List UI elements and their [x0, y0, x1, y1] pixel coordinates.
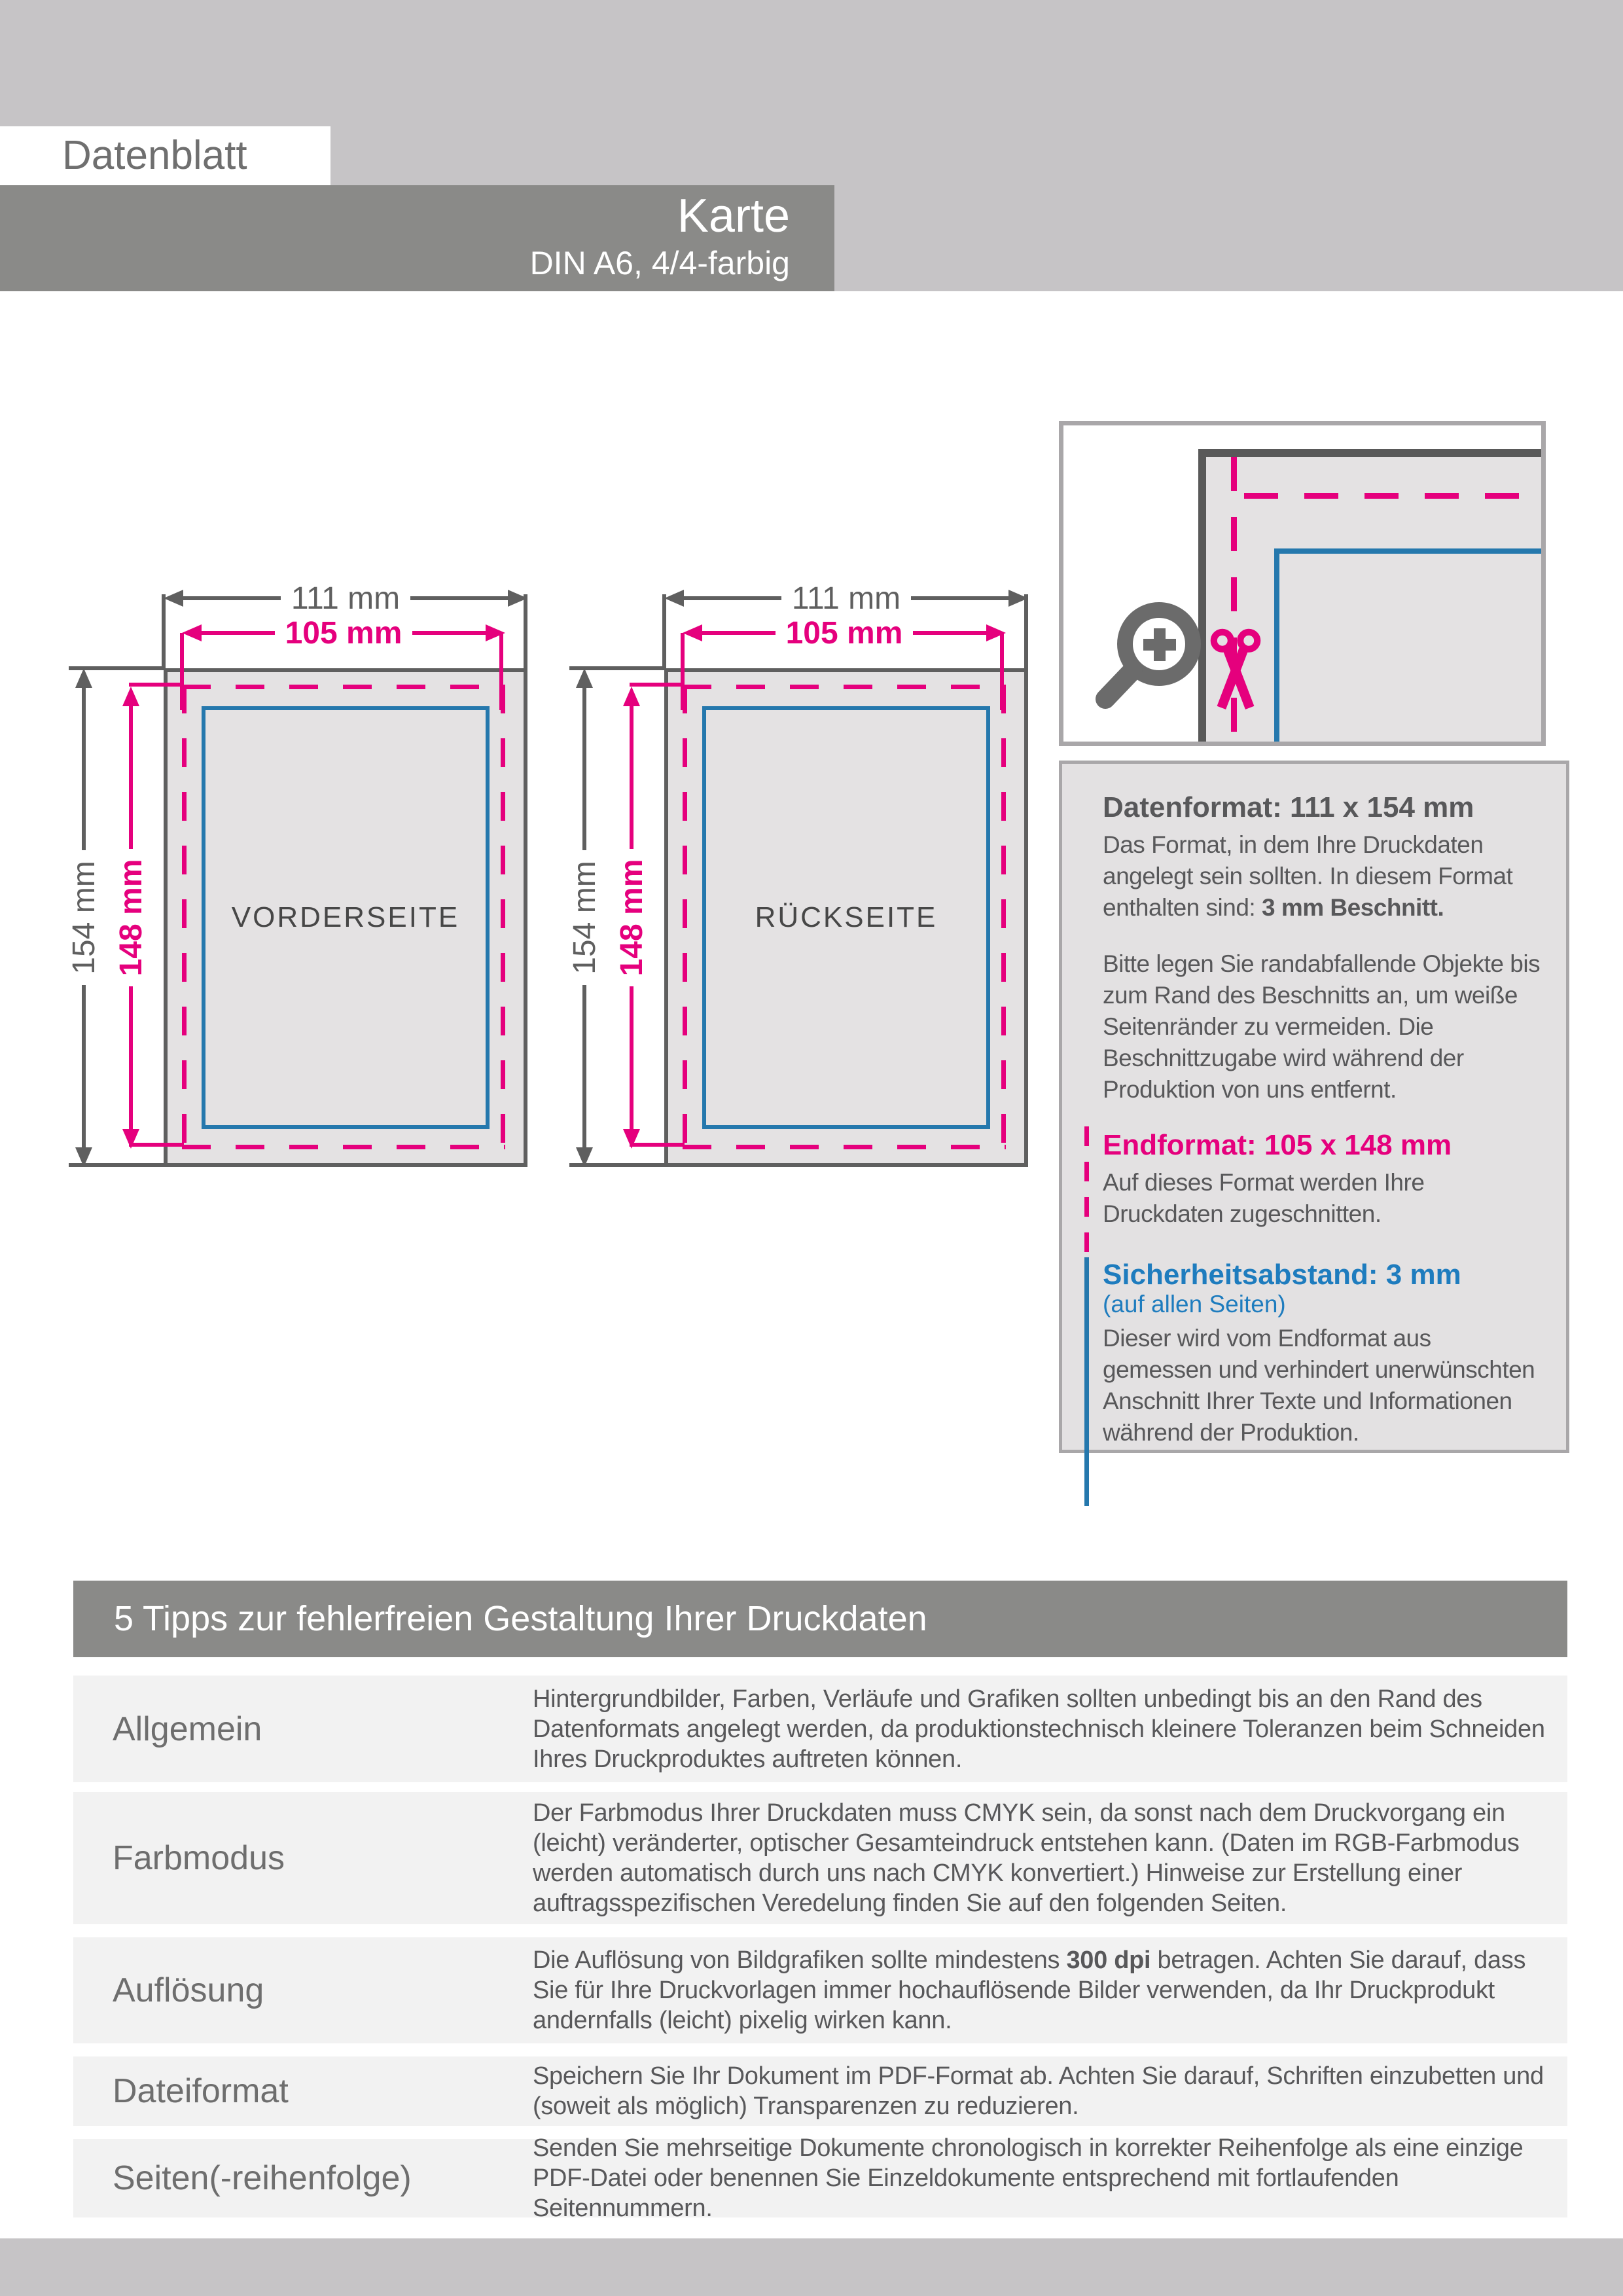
arrow-down-icon — [576, 1147, 593, 1167]
front-card-label: VORDERSEITE — [231, 901, 460, 933]
tip-row-farbmodus — [73, 1792, 1567, 1924]
tip-text: Senden Sie mehrseitige Dokumente chronologisch in korrekter Reihenfolge als eine einzige PDF-Datei oder benennen Sie Einzeldokumente entsprechend mit fortlaufenden Seitennummern. — [533, 2134, 1524, 2222]
arrow-up-icon — [122, 687, 139, 706]
arrow-down-icon — [623, 1129, 640, 1149]
datenblatt-label: Datenblatt — [62, 133, 247, 178]
endformat-dashed-marker — [1084, 1126, 1089, 1264]
safety-solid-marker — [1084, 1257, 1089, 1506]
arrow-right-icon — [986, 624, 1006, 641]
arrow-left-icon — [182, 624, 202, 641]
datenformat-heading: Datenformat: 111 x 154 mm — [1103, 791, 1474, 823]
datenformat-body: Das Format, in dem Ihre Druckdaten angelegt sein sollten. In diesem Format enthalten sind: 3 mm Beschnitt. — [1103, 831, 1513, 921]
magnifier-plus-icon — [1087, 594, 1211, 732]
tip-label: Dateiformat — [113, 2072, 289, 2110]
arrow-right-icon — [486, 624, 505, 641]
front-dim-111mm: 111 mm — [164, 579, 527, 618]
back-dim-105mm: 105 mm — [683, 613, 1006, 653]
product-name: Karte — [677, 190, 790, 242]
product-format: DIN A6, 4/4-farbig — [529, 245, 790, 281]
tip-row-allgemein — [73, 1676, 1567, 1782]
detail-cut-line-horizontal — [1244, 493, 1545, 499]
datenformat-body2: Bitte legen Sie randabfallende Objekte bis zum Rand des Beschnitts an, um weiße Seitenränder zu vermeiden. Die Beschnittzugabe wird während der Produktion von uns entfernt. — [1103, 950, 1541, 1103]
tip-row-seitenreihenfolge — [73, 2134, 1567, 2222]
sicherheitsabstand-subheading: (auf allen Seiten) — [1103, 1291, 1286, 1318]
sicherheitsabstand-body: Dieser wird vom Endformat aus gemessen und verhindert unerwünschten Anschnitt Ihrer Texte und Informationen während der Produktion. — [1103, 1325, 1535, 1446]
arrow-right-icon — [1008, 590, 1028, 607]
tip-text: Hintergrundbilder, Farben, Verläufe und Grafiken sollten unbedingt bis an den Rand des Datenformats angelegt werden, da produktionstechnisch kleinere Toleranzen beim Schneiden Ihres Druckproduktes auftreten können. — [533, 1685, 1545, 1773]
back-dim-148mm: 148 mm — [612, 687, 651, 1149]
back-dim-111mm: 111 mm — [664, 579, 1028, 618]
arrow-left-icon — [664, 590, 684, 607]
front-dim-148mm: 148 mm — [111, 687, 151, 1149]
tip-label: Allgemein — [113, 1710, 262, 1748]
tip-label: Seiten(-reihenfolge) — [113, 2159, 412, 2197]
tip-label: Farbmodus — [113, 1839, 285, 1877]
arrow-up-icon — [576, 668, 593, 688]
front-dim-154mm: 154 mm — [64, 668, 103, 1167]
sicherheitsabstand-heading: Sicherheitsabstand: 3 mm — [1103, 1259, 1461, 1291]
front-dim-105mm: 105 mm — [182, 613, 505, 653]
arrow-left-icon — [164, 590, 183, 607]
arrow-up-icon — [75, 668, 92, 688]
arrow-left-icon — [683, 624, 702, 641]
arrow-up-icon — [623, 687, 640, 706]
back-card-label: RÜCKSEITE — [755, 901, 938, 933]
tip-text: Speichern Sie Ihr Dokument im PDF-Format ab. Achten Sie darauf, Schriften einzubetten und (soweit als möglich) Transparenzen zu reduzieren. — [533, 2062, 1544, 2120]
arrow-down-icon — [75, 1147, 92, 1167]
endformat-block — [1103, 1129, 1541, 1230]
detail-safety-corner — [1274, 548, 1546, 746]
datenformat-block — [1103, 791, 1541, 1105]
endformat-heading: Endformat: 105 x 148 mm — [1103, 1129, 1452, 1161]
format-info-panel — [1059, 761, 1569, 1453]
scissors-icon — [1206, 628, 1265, 713]
tip-text: Der Farbmodus Ihrer Druckdaten muss CMYK sein, da sonst nach dem Druckvorgang ein (leicht) veränderter, optischer Gesamteindruck entstehen kann. (Daten im RGB-Farbmodus werden automatisch durch uns nach CMYK konvertiert.) Hinweise zur Erstellung einer auftragsspezifischen Veredelung finden Sie auf den folgenden Seiten. — [533, 1799, 1520, 1917]
back-dim-154mm: 154 mm — [565, 668, 604, 1167]
tip-text: Die Auflösung von Bildgrafiken sollte mindestens 300 dpi betragen. Achten Sie darauf, dass Sie für Ihre Druckvorlagen immer hochauflösende Bilder verwenden, da Ihr Druckprodukt andernfalls (leicht) pixelig wirken kann. — [533, 1946, 1526, 2034]
endformat-body: Auf dieses Format werden Ihre Druckdaten zugeschnitten. — [1103, 1169, 1425, 1227]
tip-label: Auflösung — [113, 1971, 264, 2009]
arrow-down-icon — [122, 1129, 139, 1149]
bleed-detail-box — [1059, 421, 1546, 746]
tips-heading: 5 Tipps zur fehlerfreien Gestaltung Ihrer Druckdaten — [114, 1599, 927, 1638]
tip-row-dateiformat — [73, 2056, 1567, 2126]
datenblatt-label-box — [0, 126, 330, 185]
tip-row-aufloesung — [73, 1937, 1567, 2043]
product-title-band — [0, 185, 834, 291]
page-bottom-frame — [0, 2238, 1623, 2296]
tips-header-bar — [73, 1581, 1567, 1657]
sicherheitsabstand-block — [1103, 1259, 1541, 1448]
arrow-right-icon — [508, 590, 527, 607]
